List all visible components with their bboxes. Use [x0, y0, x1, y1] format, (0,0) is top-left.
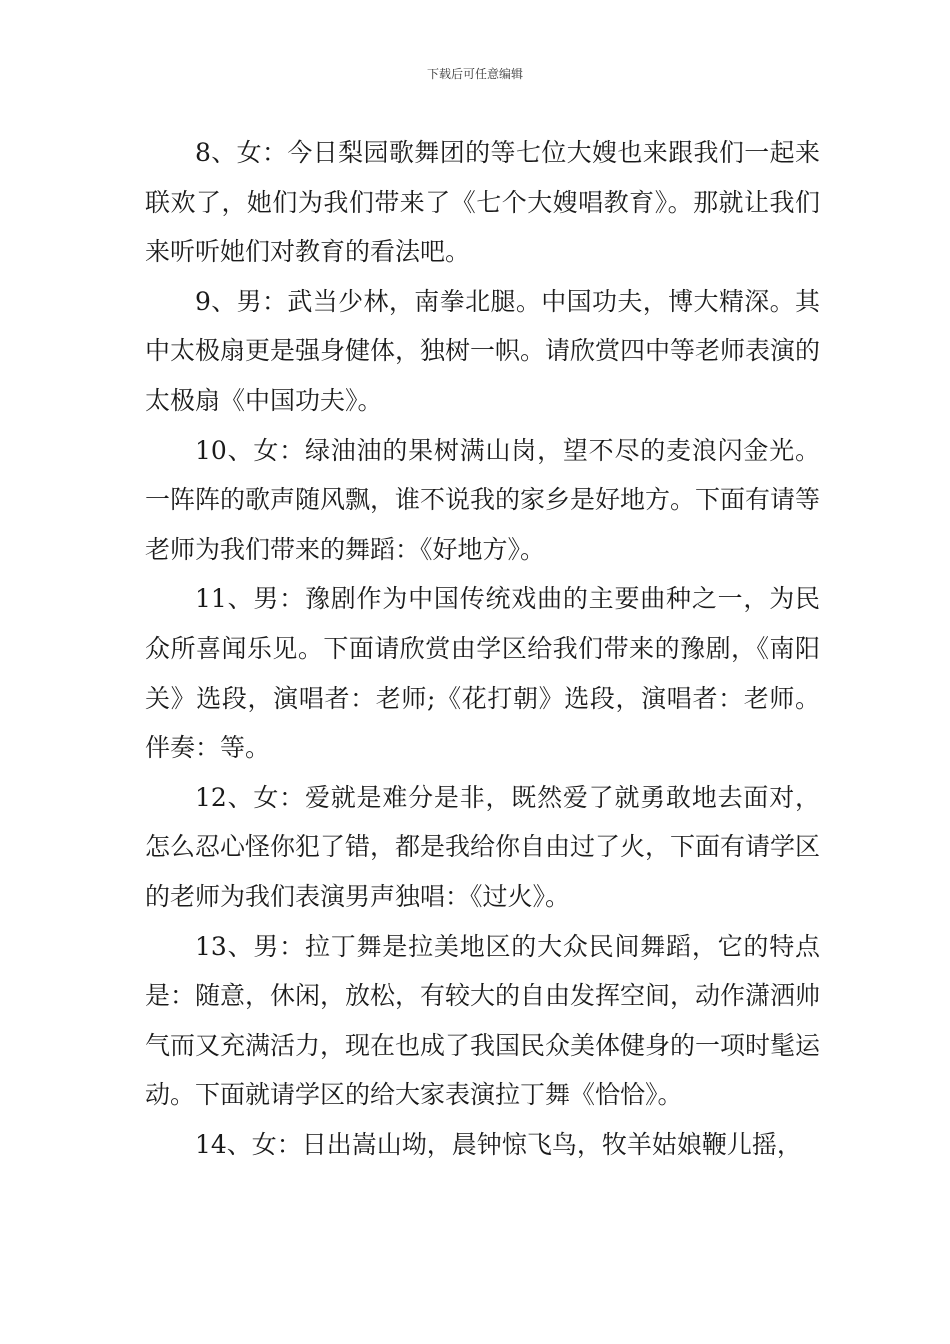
paragraph-11: 11、男：豫剧作为中国传统戏曲的主要曲种之一，为民众所喜闻乐见。下面请欣赏由学区给我们带来的豫剧，《南阳关》选段，演唱者：老师;《花打朝》选段，演唱者：老师。伴奏：等。: [145, 584, 820, 763]
paragraph-14: 14、女：日出嵩山坳，晨钟惊飞鸟，牧羊姑娘鞭儿摇，: [195, 1129, 802, 1159]
paragraph-9: 9、男：武当少林，南拳北腿。中国功夫，博大精深。其中太极扇更是强身健体，独树一帜。请欣赏四中等老师表演的太极扇《中国功夫》。: [145, 286, 821, 415]
document-body: [145, 128, 820, 1169]
paragraph-10: 10、女：绿油油的果树满山岗，望不尽的麦浪闪金光。一阵阵的歌声随风飘，谁不说我的家乡是好地方。下面有请等老师为我们带来的舞蹈：《好地方》。: [145, 435, 821, 564]
page-header-note: 下载后可任意编辑: [426, 67, 523, 81]
paragraph-8: 8、女：今日梨园歌舞团的等七位大嫂也来跟我们一起来联欢了，她们为我们带来了《七个大嫂唱教育》。那就让我们来听听她们对教育的看法吧。: [145, 138, 820, 267]
paragraph-12: 12、女：爱就是难分是非，既然爱了就勇敢地去面对，怎么忍心怪你犯了错，都是我给你自由过了火，下面有请学区的老师为我们表演男声独唱：《过火》。: [145, 782, 821, 911]
paragraph-13: 13、男：拉丁舞是拉美地区的大众民间舞蹈，它的特点是：随意，休闲，放松，有较大的自由发挥空间，动作潇洒帅气而又充满活力，现在也成了我国民众美体健身的一项时髦运动。下面就请学区的给大家表演拉丁舞《恰恰》。: [145, 931, 821, 1110]
